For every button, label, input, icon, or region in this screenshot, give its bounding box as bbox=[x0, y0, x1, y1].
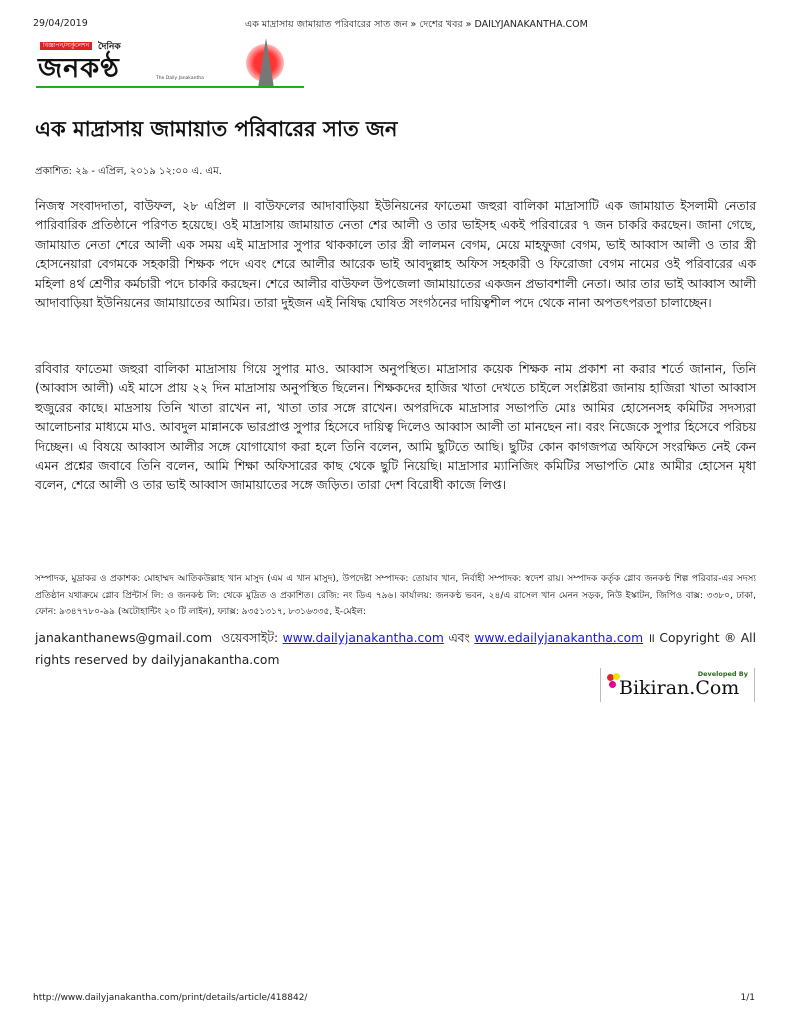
logo-divider bbox=[36, 86, 304, 88]
article-title: এক মাদ্রাসায় জামায়াত পরিবারের সাত জন bbox=[35, 117, 398, 141]
monument-icon bbox=[258, 38, 274, 88]
logo-tag: বিজ্ঞাপন/সার্কুলেশন bbox=[40, 42, 92, 50]
logo-daily: দৈনিক bbox=[98, 42, 121, 52]
print-url: http://www.dailyjanakantha.com/print/details/article/418842/ bbox=[33, 993, 308, 1003]
print-date: 29/04/2019 bbox=[33, 18, 88, 29]
logo-subtitle: The Daily Janakantha bbox=[156, 76, 204, 81]
developed-by-label: Developed By bbox=[697, 670, 748, 678]
article-paragraph: নিজস্ব সংবাদদাতা, বাউফল, ২৮ এপ্রিল ॥ বাউফলের আদাবাড়িয়া ইউনিয়নের ফাতেমা জহুরা বালিকা মাদ্রাসাটি এক জামায়াত ইসলামী নেতার পারিবারিক প্রতিষ্ঠানে পরিণত হয়েছে। ওই মাদ্রাসায় জামায়াত নেতা শের আলী ও তার ভাইসহ একই পরিবারের ৭ জন চাকরি করছেন। জানা গেছে, জামায়াত নেতা শেরে আলী এক সময় এই মাদ্রাসার সুপার থাককালে তার স্ত্রী লালমন বেগম, মেয়ে মাহফুজা বেগম, ভাই আব্বাস আলী ও তার স্ত্রী হোসনেয়ারা বেগমকে সহকারী শিক্ষক পদে এবং শেরে আলীর আরেক ভাই আবদুল্লাহ অফিস সহকারী ও ফিরোজা বেগম নামের ওই পরিবারের এক মহিলা ৪র্থ শ্রেণীর কর্মচারী পদে চাকরি করছেন। শেরে আলীর বাউফল উপজেলা জামায়াতের একজন প্রভাবশালী নেতা। আর তার ভাই আব্বাস আলী আদাবাড়িয়া ইউনিয়নের জামায়াতের আমির। তারা দুইজন এই নিষিদ্ধ ঘোষিত সংগঠনের দায়িত্বশীল পদে থেকে নানা অপতৎপরতা চালাচ্ছেন। bbox=[35, 199, 756, 311]
article-paragraph: রবিবার ফাতেমা জহুরা বালিকা মাদ্রাসায় গিয়ে সুপার মাও. আব্বাস অনুপস্থিত। মাদ্রাসার কয়েক শিক্ষক নাম প্রকাশ না করার শর্তে জানান, তিনি (আব্বাস আলী) এই মাসে প্রায় ২২ দিন মাদ্রাসায় অনুপস্থিত ছিলেন। শিক্ষকদের হাজির খাতা দেখতে চাইলে সংশ্লিষ্টরা জানায় হাজিরা খাতা আব্বাস হুজুরের কাছে। মাদ্রসায় তিনি খাতা রাখেন না, খাতা তার সঙ্গে রাখেন। অপরদিকে মাদ্রাসার সভাপতি মোঃ আমির হোসেনসহ কমিটির সদস্যরা আলোচনার মাধ্যমে মাও. আবদুল মান্নানকে ভারপ্রাপ্ত সুপার হিসেবে দায়িত্ব দিলেও আব্বাস আলী তা মানছেন না। বরং নিজেকে সুপার হিসেবে পরিচয় দিচ্ছেন। এ বিষয়ে আব্বাস আলীর সঙ্গে যোগাযোগ করা হলে তিনি বলেন, আমি ছুটিতে আছি। ছুটির কোন কাগজপত্র অফিসে সংরক্ষিত নেই কেন এমন প্রশ্নের জবাবে তিনি বলেন, আমি শিক্ষা অফিসারের কাছ থেকে ছুটি নিয়েছি। মাদ্রাসার ম্যানিজিং কমিটির সভাপতি মোঃ আমীর হোসেন মৃধা বলেন, শেরে আলী ও তার ভাই আব্বাস জামায়াতের সঙ্গে জড়িত। তারা দেশ বিরোধী কাজে লিপ্ত। bbox=[35, 362, 756, 493]
page-number: 1/1 bbox=[740, 993, 755, 1003]
developer-badge[interactable] bbox=[600, 668, 755, 702]
print-page-title: এক মাদ্রাসায় জামায়াত পরিবারের সাত জন » দেশের খবর » DAILYJANAKANTHA.COM bbox=[245, 19, 588, 30]
footer-imprint: সম্পাদক, মুদ্রাকর ও প্রকাশক: মোহাম্মদ আতিকউল্লাহ খান মাসুদ (এম এ খান মাসুদ), উপদেষ্টা সম্পাদক: তোয়াব খান, নির্বাহী সম্পাদক: স্বদেশ রায়। সম্পাদক কর্তৃক গ্লোব জনকণ্ঠ শিল্প পরিবার-এর সদস্য প্রতিষ্ঠান যথাক্রমে গ্লোব প্রিন্টার্স লি: ও জনকণ্ঠ লি: থেকে মুদ্রিত ও প্রকাশিত। রেজি: নং ডিএ ৭৯৬। কার্যালয়: জনকণ্ঠ ভবন, ২৪/এ রাসেল খান মেনন সড়ক, নিউ ইস্কাটন, জিপিও বাক্স: ৩৩৮০, ঢাকা, ফোন: ৯৩৪৭৭৮০-৯৯ (অটোহান্টিং ২০ টি লাইন), ফ্যাক্স: ৯৩৫১৩১৭, ৮৩১৬৩৩৫, ই-মেইল: bbox=[35, 574, 756, 617]
published-date: প্রকাশিত: ২৯ - এপ্রিল, ২০১৯ ১২:০০ এ. এম. bbox=[35, 166, 222, 177]
developer-brand: Bikiran.Com bbox=[619, 677, 740, 699]
website-link[interactable]: www.dailyjanakantha.com bbox=[282, 631, 444, 645]
website-label: ওয়েবসাইট: bbox=[221, 631, 279, 645]
edition-link[interactable]: www.edailyjanakantha.com bbox=[474, 631, 644, 645]
footer-contact bbox=[35, 627, 756, 671]
and-text: এবং bbox=[448, 631, 470, 645]
footer-email[interactable]: janakanthanews@gmail.com bbox=[35, 631, 213, 645]
copyright-text: ॥ Copyright ® All rights reserved by dailyjanakantha.com bbox=[35, 631, 756, 667]
janakantha-logo[interactable] bbox=[36, 38, 304, 88]
logo-name: জনকণ্ঠ bbox=[38, 53, 120, 84]
